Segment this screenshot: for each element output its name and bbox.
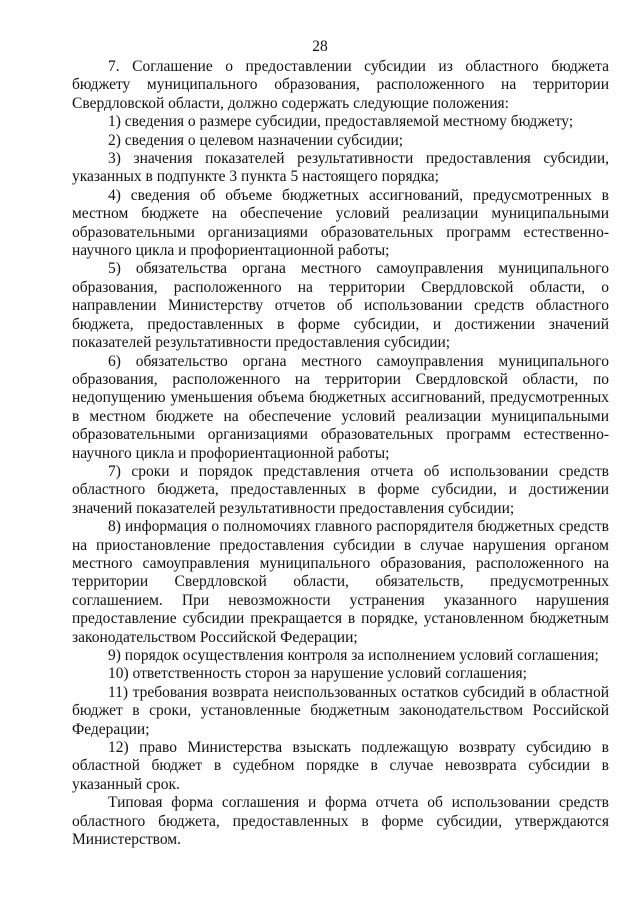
list-item-10: 10) ответственность сторон за нарушение условий соглашения; (108, 665, 527, 683)
closing-paragraph: Типовая форма соглашения и форма отчета об использовании средств областного бюджета, предоставленных в форме субсидии, утверждаются Министерством. (72, 794, 609, 849)
list-item-6: 6) обязательство органа местного самоуправления муниципального образования, расположенного на территории Свердловской области, по недопущению уменьшения объема бюджетных ассигнований, предусмотренных в местном бюджете на обеспечение условий реализации муниципальными образовательными организациями образовательных программ естественно-научного цикла и профориентационной работы; (72, 352, 609, 462)
list-item-8: 8) информация о полномочиях главного распорядителя бюджетных средств на приостановление предоставления субсидии в случае нарушения органом местного самоуправления муниципального образования, расположенного на территории Свердловской области, обязательств, предусмотренных соглашением. При невозможности устранения указанного нарушения предоставление субсидии прекращается в порядке, установленном бюджетным законодательством Российской Федерации; (72, 518, 609, 646)
list-item-5: 5) обязательства органа местного самоуправления муниципального образования, расположенного на территории Свердловской области, о направлении Министерству отчетов об использовании средств областного бюджета, предоставленных в форме субсидии, и достижении значений показателей результативности предоставления субсидии; (72, 260, 609, 352)
paragraph-clause-7: 7. Соглашение о предоставлении субсидии из областного бюджета бюджету муниципального образования, расположенного на территории Свердловской области, должно содержать следующие положения: (72, 58, 609, 112)
list-item-7: 7) сроки и порядок представления отчета об использовании средств областного бюджета, предоставленных в форме субсидии, и достижении значений показателей результативности предоставления субсидии; (72, 462, 609, 517)
list-item-3: 3) значения показателей результативности предоставления субсидии, указанных в подпункте 3 пункта 5 настоящего порядка; (72, 150, 609, 186)
list-item-12: 12) право Министерства взыскать подлежащую возврату субсидию в областной бюджет в судебном порядке в случае невозврата субсидии в указанный срок. (72, 739, 609, 793)
document-body (72, 58, 609, 849)
list-item-2: 2) сведения о целевом назначении субсидии; (108, 131, 404, 149)
list-item-9: 9) порядок осуществления контроля за исполнением условий соглашения; (108, 647, 599, 664)
list-item-4: 4) сведения об объеме бюджетных ассигнований, предусмотренных в местном бюджете на обеспечение условий реализации муниципальными образовательными организациями образовательных программ естественно-научного цикла и профориентационной работы; (72, 186, 609, 260)
list-item-11: 11) требования возврата неиспользованных остатков субсидий в областной бюджет в сроки, установленные бюджетным законодательством Российской Федерации; (72, 683, 609, 738)
page-number: 28 (312, 38, 328, 55)
list-item-1: 1) сведения о размере субсидии, предоставляемой местному бюджету; (108, 113, 574, 131)
